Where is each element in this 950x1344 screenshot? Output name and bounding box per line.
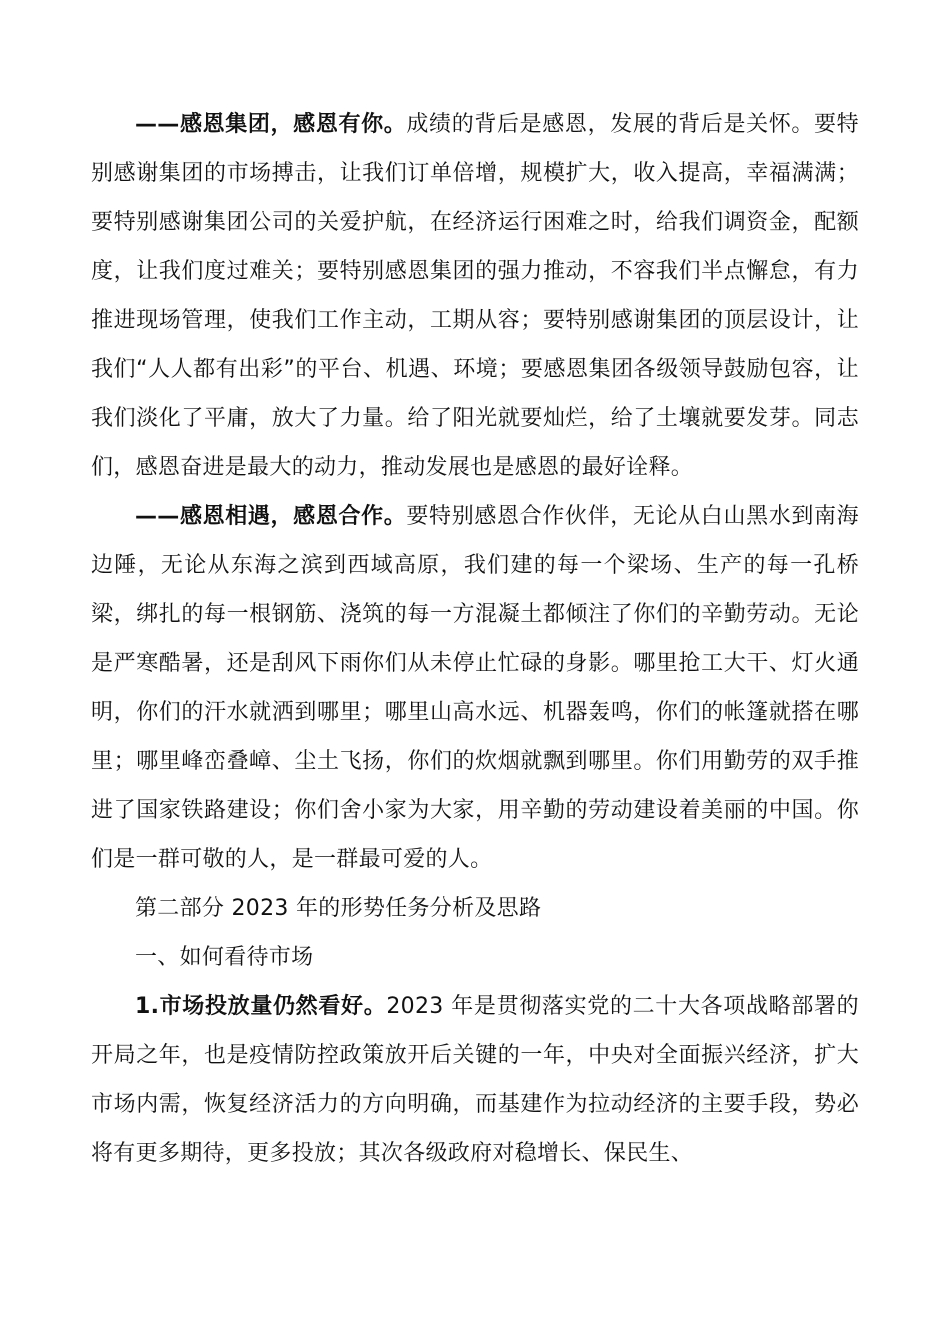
- paragraph-text: 成绩的背后是感恩，发展的背后是关怀。要特别感谢集团的市场搏击，让我们订单倍增，规模扩大，收入提高，幸福满满；要特别感谢集团公司的关爱护航，在经济运行困难之时，给我们调资金，配额度，让我们度过难关；要特别感恩集团的强力推动，不容我们半点懈怠，有力推进现场管理，使我们工作主动，工期从容；要特别感谢集团的顶层设计，让我们“人人都有出彩”的平台、机遇、环境；要感恩集团各级领导鼓励包容，让我们淡化了平庸，放大了力量。给了阳光就要灿烂，给了土壤就要发芽。同志们，感恩奋进是最大的动力，推动发展也是感恩的最好诠释。: [91, 112, 859, 480]
- document-body: [91, 100, 859, 1178]
- subsection-heading-text: 一、如何看待市场: [135, 945, 314, 970]
- paragraph-market-investment: [91, 982, 859, 1178]
- paragraph-thanks-partners: [91, 492, 859, 884]
- paragraph-text: 要特别感恩合作伙伴，无论从白山黑水到南海边陲，无论从东海之滨到西域高原，我们建的每一个梁场、生产的每一孔桥梁，绑扎的每一根钢筋、浇筑的每一方混凝土都倾注了你们的辛勤劳动。无论是严寒酷暑，还是刮风下雨你们从未停止忙碌的身影。哪里抢工大干、灯火通明，你们的汗水就洒到哪里；哪里山高水远、机器轰鸣，你们的帐篷就搭在哪里；哪里峰峦叠嶂、尘土飞扬，你们的炊烟就飘到哪里。你们用勤劳的双手推进了国家铁路建设；你们舍小家为大家，用辛勤的劳动建设着美丽的中国。你们是一群可敬的人，是一群最可爱的人。: [91, 504, 859, 872]
- subsection-heading-market: [91, 933, 859, 982]
- section-heading-part-two: [91, 884, 859, 933]
- paragraph-lead-heading: 1.市场投放量仍然看好。: [135, 994, 387, 1019]
- paragraph-lead-heading: ——感恩相遇，感恩合作。: [135, 504, 407, 529]
- section-heading-text: 第二部分 2023 年的形势任务分析及思路: [135, 896, 542, 921]
- paragraph-text: 2023 年是贯彻落实党的二十大各项战略部署的开局之年，也是疫情防控政策放开后关键的一年，中央对全面振兴经济，扩大市场内需，恢复经济活力的方向明确，而基建作为拉动经济的主要手段，势必将有更多期待，更多投放；其次各级政府对稳增长、保民生、: [91, 994, 859, 1166]
- paragraph-thanks-group: [91, 100, 859, 492]
- paragraph-lead-heading: ——感恩集团，感恩有你。: [135, 112, 407, 137]
